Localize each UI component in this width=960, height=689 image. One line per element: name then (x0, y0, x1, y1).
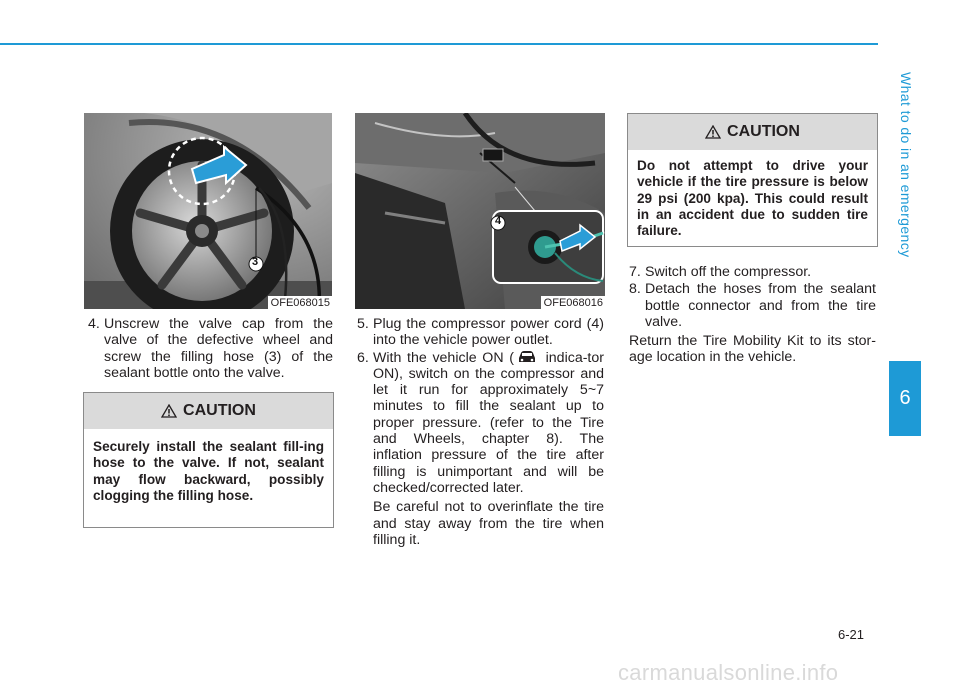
tire-valve-illustration (84, 113, 332, 309)
power-outlet-figure (355, 113, 605, 309)
vehicle-on-indicator-icon (516, 350, 538, 364)
warning-triangle-icon (161, 404, 177, 418)
step-text-after-icon: indica-tor ON), switch on the compressor and let it run for approximately 5~7 minutes to fill the sealant up to proper pressure. (refer to the Tire and Wheels, chapter 8). The inflation pressure of the tire after filling is unimportant and will be checked/corrected later. (373, 349, 604, 496)
step-text-before-icon: With the vehicle ON ( (373, 349, 514, 366)
figure-code-middle: OFE068016 (541, 296, 605, 309)
step-text: Unscrew the valve cap from the valve of the defective wheel and screw the filling hose (3) of the sealant bottle onto the valve. (104, 316, 333, 381)
step-number: 4. (88, 316, 100, 332)
callout-4: 4 (495, 215, 502, 227)
caution-title: CAUTION (727, 123, 800, 140)
note-paragraph: Be careful not to overinflate the tire and stay away from the tire when filling it. (373, 499, 604, 548)
chapter-tab: 6 (889, 361, 921, 436)
step-text: Detach the hoses from the sealant bottle connector and from the tire valve. (645, 281, 876, 330)
middle-column-text (357, 316, 604, 548)
closing-paragraph: Return the Tire Mobility Kit to its stor-age location in the vehicle. (629, 333, 876, 366)
callout-3: 3 (252, 256, 259, 268)
step-number: 6. (357, 349, 369, 366)
section-title: What to do in an emergency (898, 72, 914, 258)
tire-valve-figure (84, 113, 332, 309)
list-item-5 (357, 316, 604, 349)
list-item-8 (629, 281, 876, 330)
step-number: 7. (629, 264, 641, 280)
list-item-7 (629, 264, 876, 280)
step-4 (88, 316, 333, 382)
header-rule (0, 43, 878, 45)
power-outlet-illustration (355, 113, 605, 309)
figure-code-left: OFE068015 (268, 296, 332, 309)
caution-header (84, 393, 333, 429)
step-number: 5. (357, 316, 369, 332)
step-text: Plug the compressor power cord (4) into the vehicle power outlet. (373, 316, 604, 349)
caution-box-left (83, 392, 334, 528)
page-number: 6-21 (838, 627, 865, 642)
list-item-4 (88, 316, 333, 381)
caution-title: CAUTION (183, 402, 256, 419)
list-item-6 (357, 350, 604, 497)
right-column-text (629, 264, 876, 366)
step-number: 8. (629, 281, 641, 298)
caution-header (628, 114, 877, 150)
warning-triangle-icon (705, 125, 721, 139)
step-text: Switch off the compressor. (645, 264, 812, 280)
caution-body: Securely install the sealant fill-ing hose to the valve. If not, sealant may flow backward, possibly clogging the filling hose. (93, 439, 324, 503)
step-text (373, 350, 604, 497)
caution-body: Do not attempt to drive your vehicle if the tire pressure is below 29 psi (200 kpa). This could result in an accident due to sudden tire failure. (637, 158, 868, 239)
caution-box-right (627, 113, 878, 247)
watermark: carmanualsonline.info (618, 660, 839, 685)
